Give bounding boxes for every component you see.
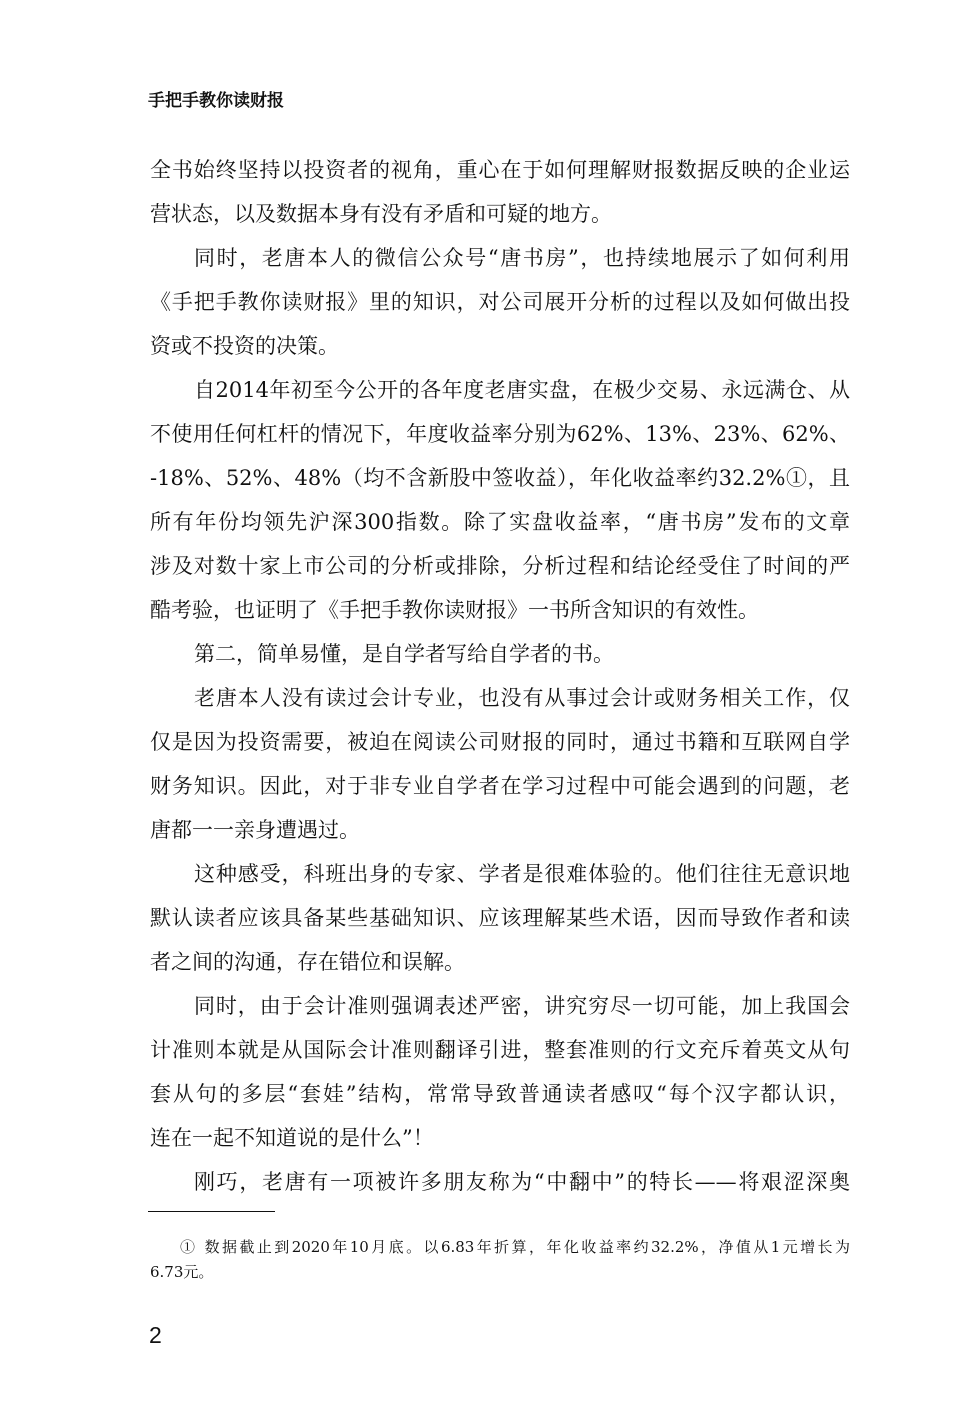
paragraph: [150, 676, 850, 852]
text-line: 全书始终坚持以投资者的视角，重心在于如何理解财报数据反映的企业运: [150, 158, 850, 182]
footnote-divider: [148, 1211, 275, 1212]
body-text: [150, 148, 850, 1204]
text-line: 所有年份均领先沪深300指数。除了实盘收益率，“唐书房”发布的文章: [150, 510, 850, 534]
text-line: 套从句的多层“套娃”结构，常常导致普通读者感叹“每个汉字都认识，: [150, 1082, 850, 1106]
text-line: 默认读者应该具备某些基础知识、应该理解某些术语，因而导致作者和读: [150, 906, 850, 930]
paragraph: [150, 1160, 850, 1204]
paragraph: [150, 236, 850, 368]
text-line: 不使用任何杠杆的情况下，年度收益率分别为62%、13%、23%、62%、: [150, 422, 850, 446]
text-line: 《手把手教你读财报》里的知识，对公司展开分析的过程以及如何做出投: [150, 290, 850, 314]
text-line: 涉及对数十家上市公司的分析或排除，分析过程和结论经受住了时间的严: [150, 554, 850, 578]
text-line: 资或不投资的决策。: [150, 334, 339, 358]
text-line: 财务知识。因此，对于非专业自学者在学习过程中可能会遇到的问题，老: [150, 774, 850, 798]
text-line: 老唐本人没有读过会计专业，也没有从事过会计或财务相关工作，仅: [194, 686, 850, 710]
text-line: 自2014年初至今公开的各年度老唐实盘，在极少交易、永远满仓、从: [194, 378, 850, 402]
text-line: -18%、52%、48%（均不含新股中签收益），年化收益率约32.2%①，且: [150, 466, 850, 490]
text-line: 者之间的沟通，存在错位和误解。: [150, 950, 465, 974]
text-line: 这种感受，科班出身的专家、学者是很难体验的。他们往往无意识地: [194, 862, 850, 886]
text-line: 仅是因为投资需要，被迫在阅读公司财报的同时，通过书籍和互联网自学: [150, 730, 850, 754]
text-line: 计准则本就是从国际会计准则翻译引进，整套准则的行文充斥着英文从句: [150, 1038, 850, 1062]
paragraph: [150, 632, 850, 676]
page-number: 2: [149, 1322, 162, 1348]
text-line: 第二，简单易懂，是自学者写给自学者的书。: [194, 642, 614, 666]
text-line: 连在一起不知道说的是什么”！: [150, 1126, 434, 1150]
paragraph: [150, 148, 850, 236]
text-line: 唐都一一亲身遭遇过。: [150, 818, 360, 842]
text-line: 刚巧，老唐有一项被许多朋友称为“中翻中”的特长——将艰涩深奥: [194, 1170, 850, 1194]
text-line: 酷考验，也证明了《手把手教你读财报》一书所含知识的有效性。: [150, 598, 759, 622]
footnote: [150, 1235, 850, 1285]
running-header: 手把手教你读财报: [148, 91, 284, 111]
paragraph: [150, 852, 850, 984]
text-line: 同时，老唐本人的微信公众号“唐书房”，也持续地展示了如何利用: [194, 246, 850, 270]
paragraph: [150, 984, 850, 1160]
text-line: 同时，由于会计准则强调表述严密，讲究穷尽一切可能，加上我国会: [194, 994, 850, 1018]
text-line: 营状态，以及数据本身有没有矛盾和可疑的地方。: [150, 202, 612, 226]
footnote-line: 6.73元。: [150, 1263, 214, 1281]
paragraph: [150, 368, 850, 632]
footnote-line: ① 数据截止到2020年10月底。以6.83年折算，年化收益率约32.2%，净值从1元增长为: [180, 1238, 850, 1256]
